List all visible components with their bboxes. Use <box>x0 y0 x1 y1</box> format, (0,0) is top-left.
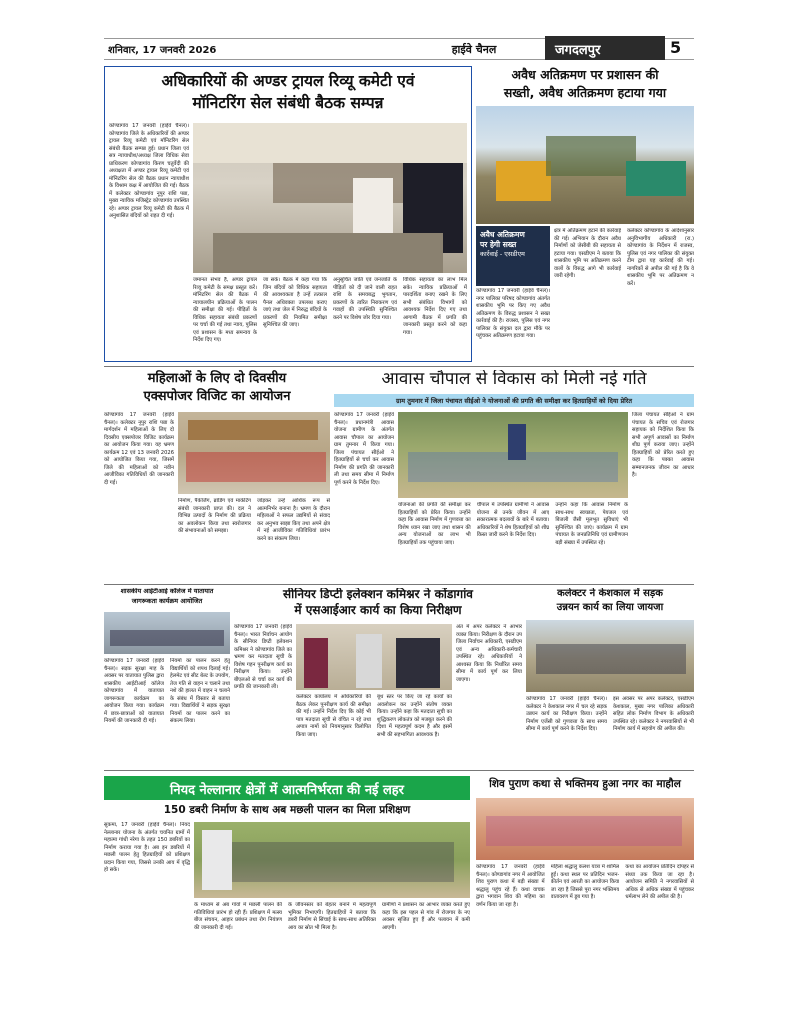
headline-line-1: महिलाओं के लिए दो दिवसीय <box>147 371 287 386</box>
headline-line-2: मॉनिटरिंग सेल संबंधी बैठक सम्पन्न <box>192 94 384 112</box>
story-column: चौपाल में उपस्थित ग्रामीणों ने आवास योजना से उनके जीवन में आए सकारात्मक बदलावों के बारे में बताया। अधिकारियों ने शेष हितग्राहियों को शीघ्र किस्त जारी करने के निर्देश दिए। <box>476 502 550 539</box>
story-encroachment <box>476 66 694 362</box>
inspection-photo <box>296 624 452 690</box>
story-column: कोण्डागांव 17 जनवरी (हाईवे चैनल)। नगर पालिका परिषद कोण्डागांव अंतर्गत शासकीय भूमि पर किए गए अवैध अतिक्रमण के विरुद्ध प्रशासन ने सख्त कार्रवाई की है। राजस्व, पुलिस एवं नगर पालिका के संयुक्त दल द्वारा मौके पर पहुंचकर अतिक्रमण हटाया गया। <box>476 288 550 340</box>
subheadline: 150 डबरी निर्माण के साथ अब मछली पालन का मिला प्रशिक्षण <box>163 804 411 816</box>
story-column: बूथ स्तर पर किए जा रहे कार्यों का अवलोकन कर उन्होंने संतोष व्यक्त किया। उन्होंने कहा कि मतदाता सूची का शुद्धिकरण लोकतंत्र को मजबूत करने की दिशा में महत्वपूर्ण कदम है और इसमें सभी की सहभागिता आवश्यक है। <box>377 694 452 738</box>
headline: शिव पुराण कथा से भक्तिमय हुआ नगर का माहौल <box>489 778 681 790</box>
subheadline: ग्राम तुमनार में जिला पंचायत सीईओ ने योजनाओं की प्रगति की समीक्षा कर हितग्राहियों को दिया प्रेरित <box>334 394 694 407</box>
story-column: सुकमा, 17 जनवरी (हाईवे चैनल)। नियद नेल्लानार योजना के अंतर्गत चयनित ग्रामों में महात्मा गांधी नरेगा के तहत 150 डबरियों का निर्माण कराया गया है। अब इन डबरियों में मछली पालन हेतु हितग्राहियों को प्रशिक्षण प्रदान किया गया, जिससे उनकी आय में वृद्धि हो सके। <box>104 822 190 874</box>
fish-farming-photo <box>194 822 470 898</box>
story-column: जमानत संभव है, अण्डर ट्रायल रिव्यू कमेटी के समक्ष प्रस्तुत करें। मॉनिटरिंग सेल की बैठक में न्यायालयीन प्रक्रियाओं के पालन की समीक्षा की गई। पीड़ितों के विधिक सहायता संबंधी प्रकरणों पर चर्चा की गई तथा न्याय, पुलिस एवं प्रशासन के मध्य समन्वय के निर्देश दिए गए। <box>193 277 257 344</box>
headline-line-1: शासकीय आईटीआई कॉलेज में यातायात <box>120 588 214 595</box>
story-column: क्षेत्र में अतिक्रमण हटाने की कार्रवाई की गई। अभियान के दौरान अवैध निर्माणों को जेसीबी की सहायता से हटाया गया। एसडीएम ने बताया कि शासकीय भूमि पर अतिक्रमण करने वालों के विरुद्ध आगे भी कार्रवाई जारी रहेगी। <box>554 228 621 280</box>
issue-date: शनिवार, 17 जनवरी 2026 <box>108 45 217 56</box>
headline-line-2: जागरूकता कार्यक्रम आयोजित <box>131 597 203 605</box>
story-self-reliance <box>104 776 470 968</box>
devotees-photo <box>476 798 694 860</box>
road-photo <box>526 620 694 692</box>
story-column: कोण्डागांव 17 जनवरी (हाईवे चैनल)। प्रधानमंत्री आवास योजना ग्रामीण के अंतर्गत आवास चौपाल का आयोजन ग्राम तुमनार में किया गया। जिला पंचायत सीईओ ने हितग्राहियों से चर्चा कर आवास निर्माण की प्रगति की जानकारी ली तथा समय सीमा में निर्माण पूर्ण करने के निर्देश दिए। <box>334 412 394 486</box>
story-column: महिला श्रद्धालु कलश यात्रा में शामिल हुईं। कथा स्थल पर प्रतिदिन भजन-कीर्तन एवं आरती का आयोजन किया जा रहा है जिससे पूरा नगर भक्तिमय वातावरण में डूब गया है। <box>550 864 620 901</box>
edition-city: जगदलपुर <box>545 36 665 60</box>
story-column: इस अवसर पर अपर कलेक्टर, एसडीएम केशकाल, मुख्य नगर पालिका अधिकारी सहित लोक निर्माण विभाग के अधिकारी उपस्थित रहे। कलेक्टर ने नगरवासियों से भी निर्माण कार्य में सहयोग की अपील की। <box>613 696 694 733</box>
story-review-committee <box>104 66 472 362</box>
headline-line-2: सख्ती, अवैध अतिक्रमण हटाया गया <box>503 85 667 100</box>
meeting-photo <box>193 123 467 273</box>
story-housing-chaupal <box>334 370 694 580</box>
story-column: के जीवनस्तर को बेहतर बनाने में महत्वपूर्ण भूमिका निभाएगी। हितग्राहियों ने बताया कि डबरी निर्माण से सिंचाई के साथ-साथ अतिरिक्त आय का स्रोत भी मिला है। <box>288 902 376 931</box>
story-column: कोण्डागांव 17 जनवरी (हाईवे चैनल)। कोण्डागांव नगर में आयोजित शिव पुराण कथा में बड़ी संख्या में श्रद्धालु पहुंच रहे हैं। कथा वाचक द्वारा भगवान शिव की महिमा का वर्णन किया जा रहा है। <box>476 864 545 908</box>
story-traffic-awareness <box>104 588 230 766</box>
story-column: कोण्डागांव 17 जनवरी (हाईवे चैनल)। भारत निर्वाचन आयोग के सीनियर डिप्टी इलेक्शन कमिश्नर ने कोण्डागांव जिले का भ्रमण कर मतदाता सूची के विशेष गहन पुनरीक्षण कार्य का निरीक्षण किया। उन्होंने बीएलओ से चर्चा कर कार्य की प्रगति की जानकारी ली। <box>234 624 292 691</box>
quote-line: पर हेगी सख्त <box>480 240 517 250</box>
headline-line-2: में एसआईआर कार्य का किया निरीक्षण <box>294 603 462 617</box>
story-column: उन्होंने कहा कि आवास निर्माण के साथ-साथ स्वच्छता, पेयजल एवं बिजली जैसी मूलभूत सुविधाएं भी सुनिश्चित की जाएं। कार्यक्रम में ग्राम पंचायत के जनप्रतिनिधि एवं ग्रामीणजन बड़ी संख्या में उपस्थित रहे। <box>555 502 629 546</box>
story-column: निर्माण, पैकेजिंग, ब्रांडिंग एवं मार्केटिंग संबंधी जानकारी प्राप्त की। दल ने विभिन्न उत्पादों के निर्माण की प्रक्रिया का अवलोकन किया तथा स्वरोजगार की संभावनाओं को समझा। <box>178 498 251 535</box>
story-column: के माध्यम से अब गांवों में मछली पालन की गतिविधियां प्रारंभ हो रही हैं। प्रशिक्षण में मत्स्य बीज संचयन, आहार प्रबंधन तथा रोग नियंत्रण की जानकारी दी गई। <box>194 902 282 931</box>
story-column: कोण्डागांव 17 जनवरी (हाईवे चैनल)। कोण्डागांव जिले के अधिकारियों की अण्डर ट्रायल रिव्यू कमेटी एवं मॉनिटरिंग सेल संबंधी बैठक सम्पन्न हुई। प्रधान जिला एवं सत्र न्यायाधीश/अध्यक्ष जिला विधिक सेवा प्राधिकरण कोण्डागांव किरण चतुर्वेदी की अध्यक्षता में अण्डर ट्रायल रिव्यू कमेटी एवं मॉनिटरिंग सेल की बैठक प्रधान न्यायाधीश के विश्राम कक्ष में आयोजित की गई। बैठक में कलेक्टर कोण्डागांव नूपुर राशि पन्ना, मुख्य न्यायिक मजिस्ट्रेट कोण्डागांव उपस्थित रहे। अण्डर ट्रायल रिव्यू कमेटी की बैठक में अनुशासित बंदियों को राहत दी गई। <box>109 123 189 220</box>
page-number: 5 <box>670 38 682 57</box>
story-column: योजनाओं की प्रगति की समीक्षा कर हितग्राहियों को प्रेरित किया। उन्होंने कहा कि आवास निर्माण में गुणवत्ता का विशेष ध्यान रखा जाए तथा शासन की अन्य योजनाओं का लाभ भी हितग्राहियों तक पहुंचाया जाए। <box>398 502 471 546</box>
students-photo <box>104 612 230 654</box>
story-column: अंत में अपर कलेक्टर ने आभार व्यक्त किया। निरीक्षण के दौरान उप जिला निर्वाचन अधिकारी, एसडीएम एवं अन्य अधिकारी-कर्मचारी उपस्थित रहे। अधिकारियों ने आश्वस्त किया कि निर्धारित समय सीमा में कार्य पूर्ण कर लिया जाएगा। <box>456 624 522 683</box>
headline-line-2: एक्सपोजर विजिट का आयोजन <box>143 389 291 404</box>
story-column: कलेक्टर कार्यालय में अधिकारियों की बैठक लेकर पुनरीक्षण कार्य की समीक्षा की गई। उन्होंने निर्देश दिए कि कोई भी पात्र मतदाता सूची से वंचित न रहे तथा अपात्र नामों को नियमानुसार विलोपित किया जाए। <box>296 694 371 738</box>
story-shiv-puran <box>476 776 694 968</box>
headline: आवास चौपाल से विकास को मिली नई गति <box>381 370 647 389</box>
chaupal-photo <box>398 412 628 498</box>
headline-line-1: अवैध अतिक्रमण पर प्रशासन की <box>511 67 659 82</box>
story-column: कोण्डागांव 17 जनवरी (हाईवे चैनल)। कलेक्टर ने केशकाल नगर में चल रहे सड़क उन्नयन कार्य का निरीक्षण किया। उन्होंने निर्माण एजेंसी को गुणवत्ता के साथ समय सीमा में कार्य पूर्ण करने के निर्देश दिए। <box>526 696 607 733</box>
story-column: कोण्डागांव 17 जनवरी (हाईवे चैनल)। कलेक्टर नूपुर राशि पन्ना के मार्गदर्शन में महिलाओं के लिए दो दिवसीय एक्सपोजर विजिट कार्यक्रम का आयोजन किया गया। यह भ्रमण कार्यक्रम 12 एवं 13 जनवरी 2026 को आयोजित किया गया, जिसमें जिले की महिलाओं को नवीन आजीविका गतिविधियों की जानकारी दी गई। <box>104 412 174 486</box>
story-column: कोण्डागांव 17 जनवरी (हाईवे चैनल)। सड़क सुरक्षा माह के अवसर पर यातायात पुलिस द्वारा शासकीय आईटीआई कॉलेज कोण्डागांव में यातायात जागरूकता कार्यक्रम का आयोजन किया गया। कार्यक्रम में छात्र-छात्राओं को यातायात नियमों की जानकारी दी गई। <box>104 658 164 725</box>
story-column: नियमों का पालन करने हेतु विद्यार्थियों को शपथ दिलाई गई। हेलमेट एवं सीट बेल्ट के उपयोग, तेज गति से वाहन न चलाने तथा नशे की हालत में वाहन न चलाने के संबंध में विस्तार से बताया गया। विद्यार्थियों ने सड़क सुरक्षा नियमों का पालन करने का संकल्प लिया। <box>170 658 230 725</box>
headline-line-1: कलेक्टर ने केशकाल में सड़क <box>557 588 663 599</box>
story-exposure-visit <box>104 370 330 580</box>
quote-box <box>476 226 550 286</box>
banner-headline: नियद नेल्लानार क्षेत्रों में आत्मनिर्भरता की नई लहर <box>104 776 470 800</box>
story-column: कलेक्टर कोण्डागांव के आदेशानुसार अनुविभागीय अधिकारी (रा.) कोण्डागांव के निर्देशन में राजस्व, पुलिस एवं नगर पालिका की संयुक्त टीम द्वारा यह कार्रवाई की गई। नागरिकों से अपील की गई है कि वे शासकीय भूमि पर अतिक्रमण न करें। <box>627 228 694 287</box>
story-column: अनुसूचित जाति एवं जनजाति के पीड़ितों को दी जाने वाली राहत राशि के समयबद्ध भुगतान, प्रकरणों के त्वरित निराकरण एवं गवाहों की उपस्थिति सुनिश्चित करने पर विशेष जोर दिया गया। <box>333 277 397 321</box>
bulldozer-photo <box>476 106 694 224</box>
story-column: विधिक सहायता का लाभ मिल सके। न्यायिक प्रक्रियाओं में पारदर्शिता बनाए रखने के लिए सभी संबंधित विभागों को आवश्यक निर्देश दिए गए तथा आगामी बैठक में प्रगति की जानकारी प्रस्तुत करने को कहा गया। <box>403 277 467 336</box>
story-column: जिला पंचायत सीईओ ने ग्राम पंचायत के सचिव एवं रोजगार सहायक को निर्देशित किया कि सभी अपूर्ण आवासों का निर्माण शीघ्र पूर्ण कराया जाए। उन्होंने हितग्राहियों को प्रेरित करते हुए कहा कि पक्का आवास सम्मानजनक जीवन का आधार है। <box>632 412 694 479</box>
headline-line-1: अधिकारियों की अण्डर ट्रायल रिव्यू कमेटी एवं <box>161 72 415 90</box>
headline-line-1: सीनियर डिप्टी इलेक्शन कमिश्नर ने कोंडागांव <box>283 588 473 601</box>
quote-line: अवैध अतिक्रमण <box>480 230 525 239</box>
story-column: जा सके। बैठक में कहा गया कि जिन बंदियों को विधिक सहायता की आवश्यकता है उन्हें तत्काल पैनल अधिवक्ता उपलब्ध कराए जाएं तथा जेल में निरुद्ध बंदियों के प्रकरणों की नियमित समीक्षा सुनिश्चित की जाए। <box>263 277 327 329</box>
story-road-upgrade <box>526 588 694 766</box>
story-election-inspection <box>234 588 522 766</box>
story-column: ग्रामीणों ने प्रशासन का आभार व्यक्त करते हुए कहा कि इस पहल से गांव में रोजगार के नए अवसर सृजित हुए हैं और पलायन में कमी आएगी। <box>382 902 470 931</box>
quote-line: कार्रवाई - एसडीएम <box>480 250 525 259</box>
story-column: जोड़कर उन्हें आर्थिक रूप से आत्मनिर्भर बनाना है। भ्रमण के दौरान महिलाओं ने सफल उद्यमियों से संवाद कर अनुभव साझा किए तथा अपने क्षेत्र में नई आजीविका गतिविधियां प्रारंभ करने का संकल्प लिया। <box>257 498 330 542</box>
headline-line-2: उन्नयन कार्य का लिया जायजा <box>556 602 664 613</box>
story-column: कथा का आयोजन प्रतिदिन दोपहर से संध्या तक किया जा रहा है। आयोजन समिति ने नगरवासियों से अधिक से अधिक संख्या में पहुंचकर धर्मलाभ लेने की अपील की है। <box>625 864 694 901</box>
paper-name: हाईवे चैनल <box>451 42 497 56</box>
group-photo <box>178 412 330 494</box>
